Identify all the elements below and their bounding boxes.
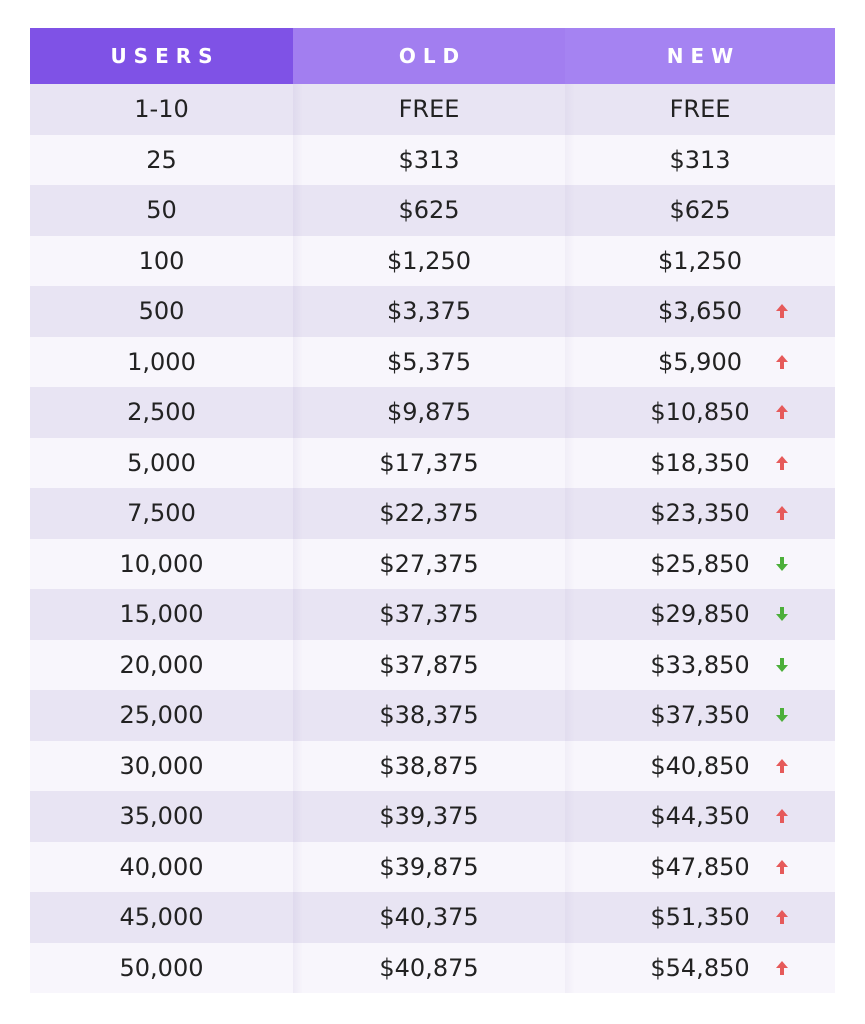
table-row [30,741,835,792]
cell-new: $37,350 [650,701,750,730]
cell-old: $9,875 [387,398,471,427]
cell-old: $27,375 [379,549,479,578]
cell-old: FREE [398,95,460,124]
cell-new: $10,850 [650,398,750,427]
cell-old: $37,375 [379,600,479,629]
cell-old: $5,375 [387,347,471,376]
cell-new: $18,350 [650,448,750,477]
table-body [30,84,835,993]
cell-old: $1,250 [387,246,471,275]
arrow-up-icon [775,909,789,925]
cell-users: 500 [138,297,185,326]
cell-old: $625 [398,196,460,225]
cell-new: $23,350 [650,499,750,528]
table-row [30,236,835,287]
cell-users: 5,000 [127,448,196,477]
cell-users: 20,000 [119,650,204,679]
cell-new: $25,850 [650,549,750,578]
cell-new: $29,850 [650,600,750,629]
table-row [30,892,835,943]
table-row [30,640,835,691]
cell-old: $17,375 [379,448,479,477]
cell-users: 100 [138,246,185,275]
cell-users: 7,500 [127,499,196,528]
table-row [30,488,835,539]
cell-users: 1,000 [127,347,196,376]
arrow-up-icon [775,758,789,774]
cell-new: $1,250 [658,246,742,275]
cell-users: 2,500 [127,398,196,427]
cell-old: $39,375 [379,802,479,831]
cell-users: 25,000 [119,701,204,730]
cell-new: $44,350 [650,802,750,831]
cell-old: $39,875 [379,852,479,881]
arrow-down-icon [775,707,789,723]
arrow-up-icon [775,303,789,319]
cell-new: $625 [669,196,731,225]
cell-old: $37,875 [379,650,479,679]
cell-users: 50,000 [119,953,204,982]
cell-users: 40,000 [119,852,204,881]
table-row [30,589,835,640]
cell-users: 35,000 [119,802,204,831]
cell-old: $40,875 [379,953,479,982]
table-row [30,438,835,489]
table-row [30,791,835,842]
arrow-up-icon [775,808,789,824]
table-row [30,286,835,337]
cell-new: $47,850 [650,852,750,881]
cell-users: 30,000 [119,751,204,780]
table-row [30,387,835,438]
cell-old: $22,375 [379,499,479,528]
table-row [30,84,835,135]
arrow-down-icon [775,556,789,572]
table-row [30,539,835,590]
table-row [30,943,835,994]
arrow-up-icon [775,455,789,471]
cell-old: $38,375 [379,701,479,730]
arrow-up-icon [775,354,789,370]
cell-new: $5,900 [658,347,742,376]
table-row [30,185,835,236]
cell-new: $51,350 [650,903,750,932]
cell-old: $40,375 [379,903,479,932]
arrow-down-icon [775,657,789,673]
header-old: OLD [293,28,565,84]
arrow-up-icon [775,404,789,420]
cell-old: $313 [398,145,460,174]
cell-users: 50 [146,196,177,225]
table-header [30,28,835,84]
cell-old: $38,875 [379,751,479,780]
cell-users: 25 [146,145,177,174]
cell-new: $3,650 [658,297,742,326]
arrow-down-icon [775,606,789,622]
cell-users: 45,000 [119,903,204,932]
cell-new: FREE [669,95,731,124]
cell-users: 15,000 [119,600,204,629]
cell-old: $3,375 [387,297,471,326]
header-new: NEW [565,28,835,84]
arrow-up-icon [775,859,789,875]
cell-new: $33,850 [650,650,750,679]
cell-users: 10,000 [119,549,204,578]
table-row [30,842,835,893]
header-users: USERS [30,28,293,84]
cell-new: $40,850 [650,751,750,780]
table-row [30,337,835,388]
arrow-up-icon [775,960,789,976]
table-row [30,690,835,741]
arrow-up-icon [775,505,789,521]
cell-new: $54,850 [650,953,750,982]
cell-new: $313 [669,145,731,174]
cell-users: 1-10 [134,95,189,124]
pricing-table [30,28,835,993]
table-row [30,135,835,186]
